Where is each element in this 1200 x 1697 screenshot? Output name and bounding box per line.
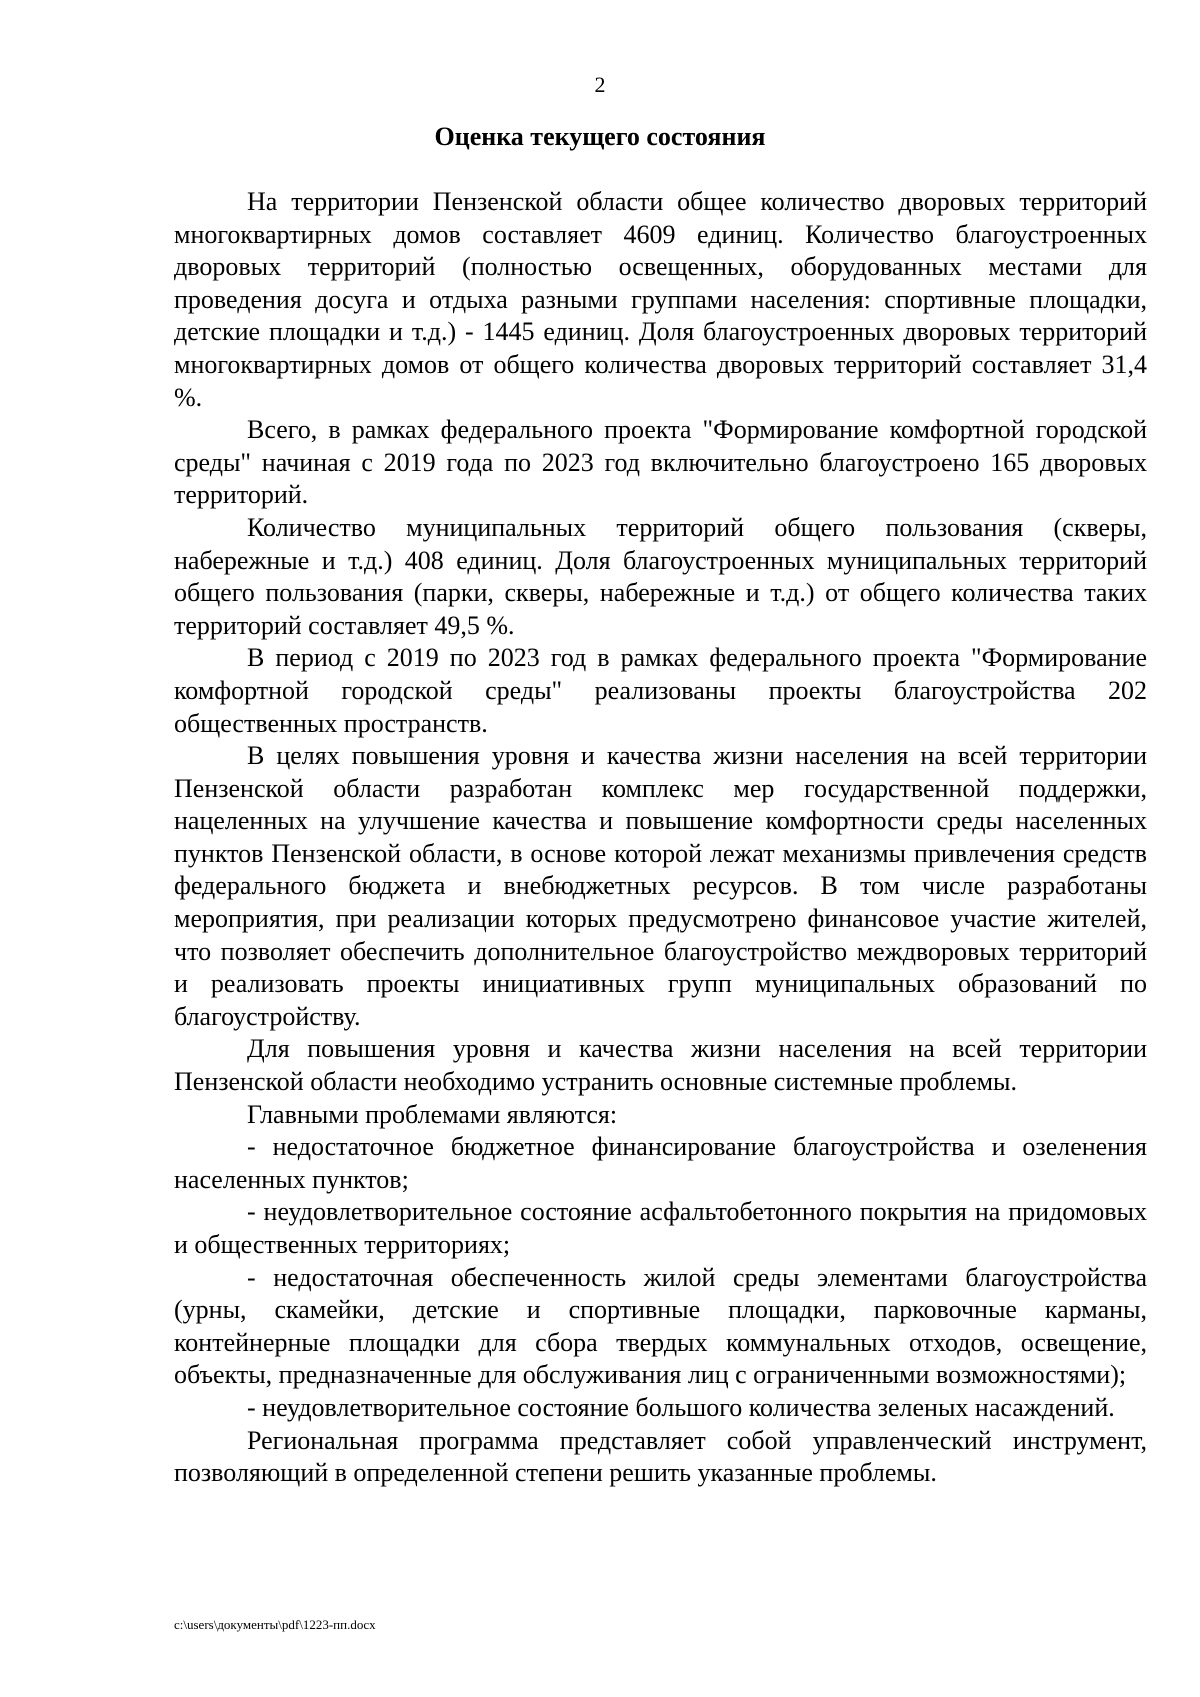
problem-list-item: - неудовлетворительное состояние асфальтобетонного покрытия на придомовых и общественных территориях;	[174, 1197, 1147, 1259]
paragraph-public-territories: Количество муниципальных территорий общего пользования (скверы, набережные и т.д.) 408 единиц. Доля благоустроенных муниципальных территорий общего пользования (парки, скверы, набережные и т.д.) от общего количества таких территорий составляет 49,5 %.	[174, 512, 1147, 640]
section-title: Оценка текущего состояния	[434, 122, 766, 151]
document-body	[174, 186, 1147, 1490]
paragraph-yard-territories: На территории Пензенской области общее количество дворовых территорий многоквартирных домов составляет 4609 единиц. Количество благоустроенных дворовых территорий (полностью освещенных, оборудованных местами для проведения досуга и отдыха разными группами населения: спортивные площадки, детские площадки и т.д.) - 1445 единиц. Доля благоустроенных дворовых территорий многоквартирных домов от общего количества дворовых территорий составляет 31,4 %.	[174, 187, 1147, 412]
paragraph-systemic-problems: Для повышения уровня и качества жизни населения на всей территории Пензенской области необходимо устранить основные системные проблемы.	[174, 1034, 1147, 1097]
paragraph-federal-project-yards: Всего, в рамках федерального проекта "Формирование комфортной городской среды" начиная с 2019 года по 2023 год включительно благоустроено 165 дворовых территорий.	[174, 415, 1147, 510]
problem-list-item: - неудовлетворительное состояние большого количества зеленых насаждений.	[247, 1392, 1115, 1422]
paragraph-state-support-measures: В целях повышения уровня и качества жизни населения на всей территории Пензенской области разработан комплекс мер государственной поддержки, нацеленных на улучшение качества и повышение комфортности среды населенных пунктов Пензенской области, в основе которой лежат механизмы привлечения средств федерального бюджета и внебюджетных ресурсов. В том числе разработаны мероприятия, при реализации которых предусмотрено финансовое участие жителей, что позволяет обеспечить дополнительное благоустройство междворовых территорий и реализовать проекты инициативных групп муниципальных образований по благоустройству.	[174, 741, 1147, 1031]
paragraph-public-spaces-projects: В период с 2019 по 2023 год в рамках федерального проекта "Формирование комфортной городской среды" реализованы проекты благоустройства 202 общественных пространств.	[174, 643, 1147, 738]
footer-file-path: c:\users\документы\pdf\1223-пп.docx	[174, 1617, 376, 1632]
problem-list-item: - недостаточная обеспеченность жилой среды элементами благоустройства (урны, скамейки, детские и спортивные площадки, парковочные карманы, контейнерные площадки для сбора твердых коммунальных отходов, освещение, объекты, предназначенные для обслуживания лиц с ограниченными возможностями);	[174, 1262, 1147, 1390]
problem-list-item: - недостаточное бюджетное финансирование благоустройства и озеленения населенных пунктов;	[174, 1132, 1147, 1194]
paragraph-main-problems-heading: Главными проблемами являются:	[247, 1099, 618, 1129]
page-number: 2	[594, 72, 606, 97]
paragraph-regional-program: Региональная программа представляет собой управленческий инструмент, позволяющий в определенной степени решить указанные проблемы.	[174, 1425, 1147, 1488]
